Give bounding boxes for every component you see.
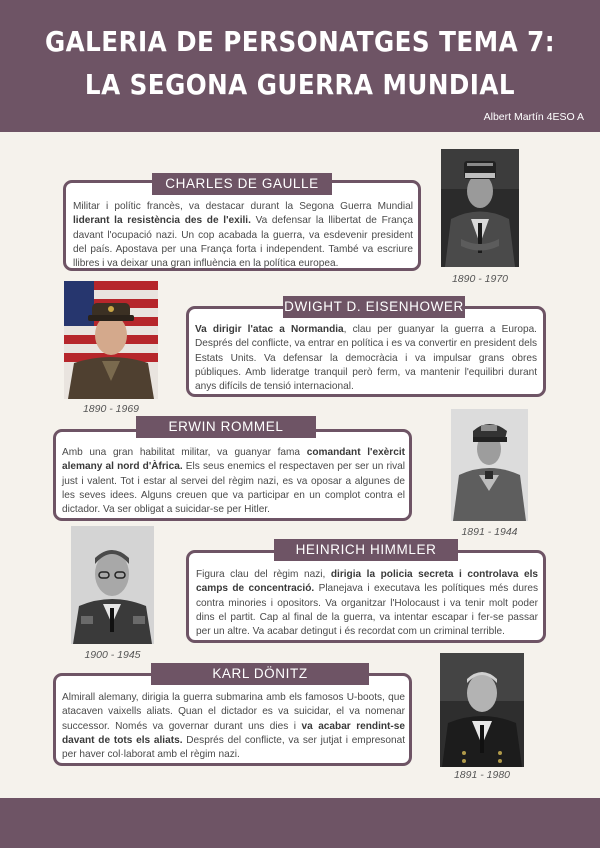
dates-rommel: 1891 - 1944 (461, 526, 518, 538)
bio-text: Va defensar la llibertat de França davant l'ocupació nazi. Un cop acabada la guerra, va esdevenir president del país. Apostava per una França forta i independent. També va escriure llibres i va deixar una gran influència en la política europea. (73, 215, 413, 270)
bio-highlight: liderant la resistència des de l'exili. (73, 215, 251, 227)
bio-highlight: va acabar rendint-se davant de tots els aliats. (62, 720, 405, 746)
bio-box-eisenhower (186, 306, 546, 397)
bio-box-rommel (53, 429, 412, 521)
name-label-donitz: KARL DÖNITZ (151, 663, 369, 685)
page-title-line2: LA SEGONA GUERRA MUNDIAL (84, 68, 516, 101)
bio-text: , clau per guanyar la guerra a Europa. Després del conflicte, va entrar en política i es va convertir en president dels Estats Units. Va defensar la democràcia i va impulsar grans obres públiques. Amb lideratge tranquil però ferm, va mantenir l'equilibri durant anys difícils de tensió internacional. (195, 324, 537, 393)
bio-text: Figura clau del règim nazi, (196, 569, 331, 580)
dates-himmler: 1900 - 1945 (84, 649, 141, 661)
bio-text: Almirall alemany, dirigia la guerra submarina amb els famosos U-boots, que atacaven vaixells aliats. Quan el dictador es va suicidar, el va nomenar successor. Només va governar durant uns dies i (62, 692, 405, 732)
bio-text: Planejava i executava les polítiques més dures contra minories i opositors. Va organitzar l'Holocaust i va tenir molt poder dins el partit. Cap al final de la guerra, va intentar escapar i fer-se passar per un altre. Va acabar detingut i és recordat com un criminal terrible. (196, 583, 538, 638)
bio-text: Els seus enemics el respectaven per ser un rival just i valent. Tot i estar al servei del règim nazi, es va oposar a algunes de les seves idees. Alguns creuen que va participar en un complot contra el dictador. Va ser obligat a suicidar-se per Hitler. (62, 461, 405, 516)
name-label-rommel: ERWIN ROMMEL (136, 416, 316, 438)
bio-highlight: comandant l'exèrcit alemany al nord d'Àfrica. (62, 447, 406, 473)
dates-donitz: 1891 - 1980 (453, 769, 511, 781)
page-title-line1: GALERIA DE PERSONATGES TEMA 7: (44, 25, 556, 58)
portrait-de-gaulle (441, 149, 519, 267)
bio-box-donitz (53, 673, 412, 766)
bio-text: Amb una gran habilitat militar, va guanyar fama (62, 447, 307, 458)
bio-highlight: Va dirigir l'atac a Normandia (195, 324, 344, 335)
footer-banner (0, 798, 600, 848)
name-label-de-gaulle: CHARLES DE GAULLE (152, 173, 332, 195)
dates-de-gaulle: 1890 - 1970 (451, 273, 509, 285)
name-label-himmler: HEINRICH HIMMLER (274, 539, 458, 561)
portrait-eisenhower (64, 281, 158, 399)
bio-box-himmler (186, 550, 546, 643)
bio-text: Després del conflicte, va ser jutjat i empresonat per haver col·laborat amb el règim nazi. (62, 734, 405, 761)
portrait-donitz (440, 653, 524, 767)
name-label-eisenhower: DWIGHT D. EISENHOWER (283, 296, 465, 318)
author-credit: Albert Martín 4ESO A (483, 111, 584, 123)
portrait-himmler (71, 526, 154, 644)
portrait-rommel (451, 409, 528, 521)
bio-text: Militar i polític francès, va destacar durant la Segona Guerra Mundial (73, 201, 413, 212)
dates-eisenhower: 1890 - 1969 (82, 403, 140, 415)
bio-highlight: dirigia la policia secreta i controlava els camps de concentració. (196, 569, 538, 595)
